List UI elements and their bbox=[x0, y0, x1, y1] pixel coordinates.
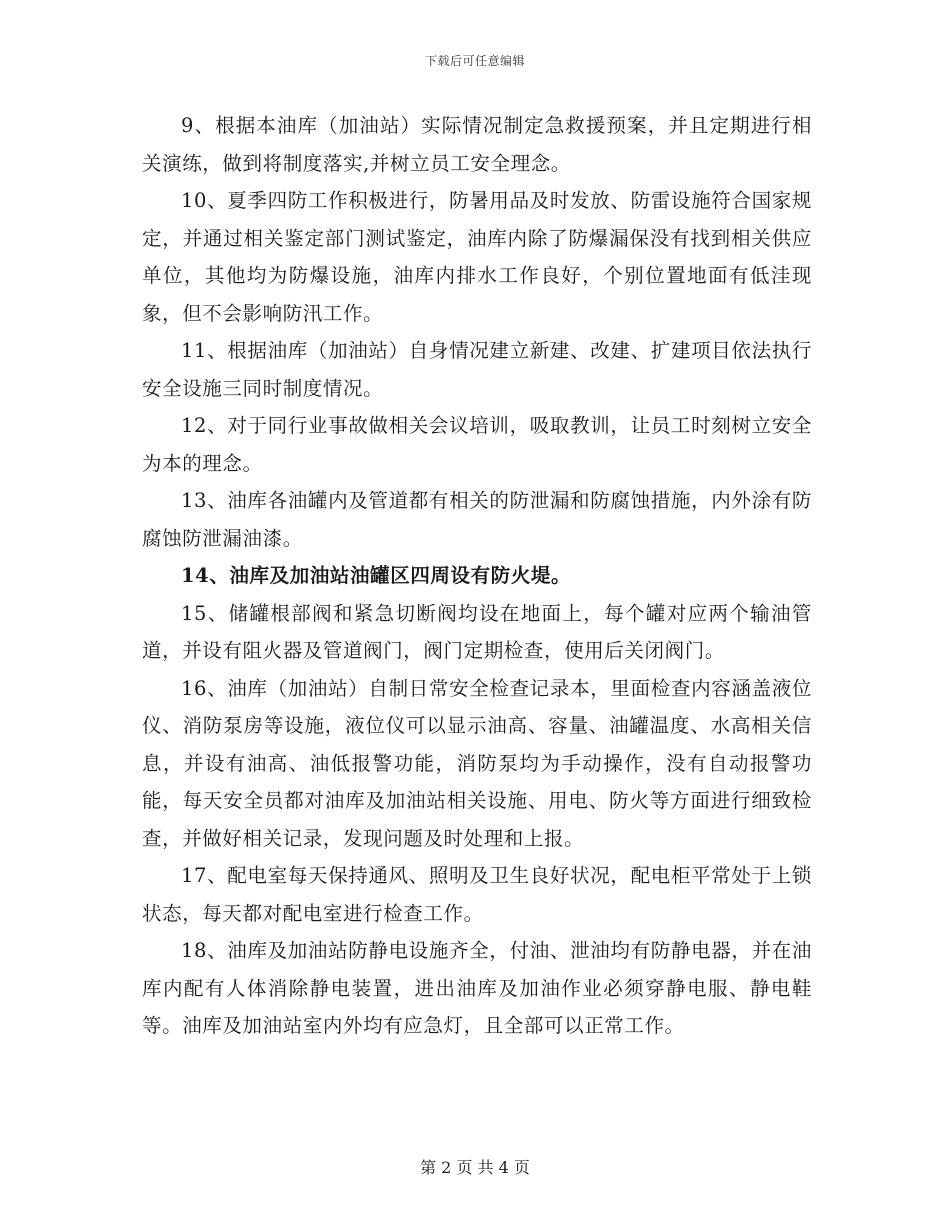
paragraph-10: 10、夏季四防工作积极进行，防暑用品及时发放、防雷设施符合国家规定，并通过相关鉴定部门测试鉴定，油库内除了防爆漏保没有找到相关供应单位，其他均为防爆设施，油库内排水工作良好，个别位置地面有低洼现象，但不会影响防汛工作。 bbox=[142, 189, 812, 325]
paragraph-9: 9、根据本油库（加油站）实际情况制定急救援预案，并且定期进行相关演练，做到将制度落实,并树立员工安全理念。 bbox=[142, 114, 812, 175]
paragraph-11: 11、根据油库（加油站）自身情况建立新建、改建、扩建项目依法执行安全设施三同时制度情况。 bbox=[142, 339, 812, 400]
paragraph-12: 12、对于同行业事故做相关会议培训，吸取教训，让员工时刻树立安全为本的理念。 bbox=[142, 414, 812, 475]
paragraph-15: 15、储罐根部阀和紧急切断阀均设在地面上，每个罐对应两个输油管道，并设有阻火器及管道阀门，阀门定期检查，使用后关闭阀门。 bbox=[142, 601, 812, 662]
page-header: 下载后可任意编辑 bbox=[424, 54, 525, 68]
paragraph-13: 13、油库各油罐内及管道都有相关的防泄漏和防腐蚀措施，内外涂有防腐蚀防泄漏油漆。 bbox=[142, 489, 812, 550]
paragraph-14: 14、油库及加油站油罐区四周设有防火堤。 bbox=[181, 564, 572, 587]
paragraph-16: 16、油库（加油站）自制日常安全检查记录本，里面检查内容涵盖液位仪、消防泵房等设施，液位仪可以显示油高、容量、油罐温度、水高相关信息，并设有油高、油低报警功能，消防泵均为手动操作，没有自动报警功能，每天安全员都对油库及加油站相关设施、用电、防火等方面进行细致检查，并做好相关记录，发现问题及时处理和上报。 bbox=[142, 676, 812, 850]
page-number: 第 2 页 共 4 页 bbox=[420, 1158, 530, 1177]
paragraph-17: 17、配电室每天保持通风、照明及卫生良好状况，配电柜平常处于上锁状态，每天都对配电室进行检查工作。 bbox=[142, 864, 812, 925]
paragraph-18: 18、油库及加油站防静电设施齐全，付油、泄油均有防静电器，并在油库内配有人体消除静电装置，进出油库及加油作业必须穿静电服、静电鞋等。油库及加油站室内外均有应急灯，且全部可以正常工作。 bbox=[142, 939, 812, 1037]
document-body bbox=[142, 107, 812, 1045]
